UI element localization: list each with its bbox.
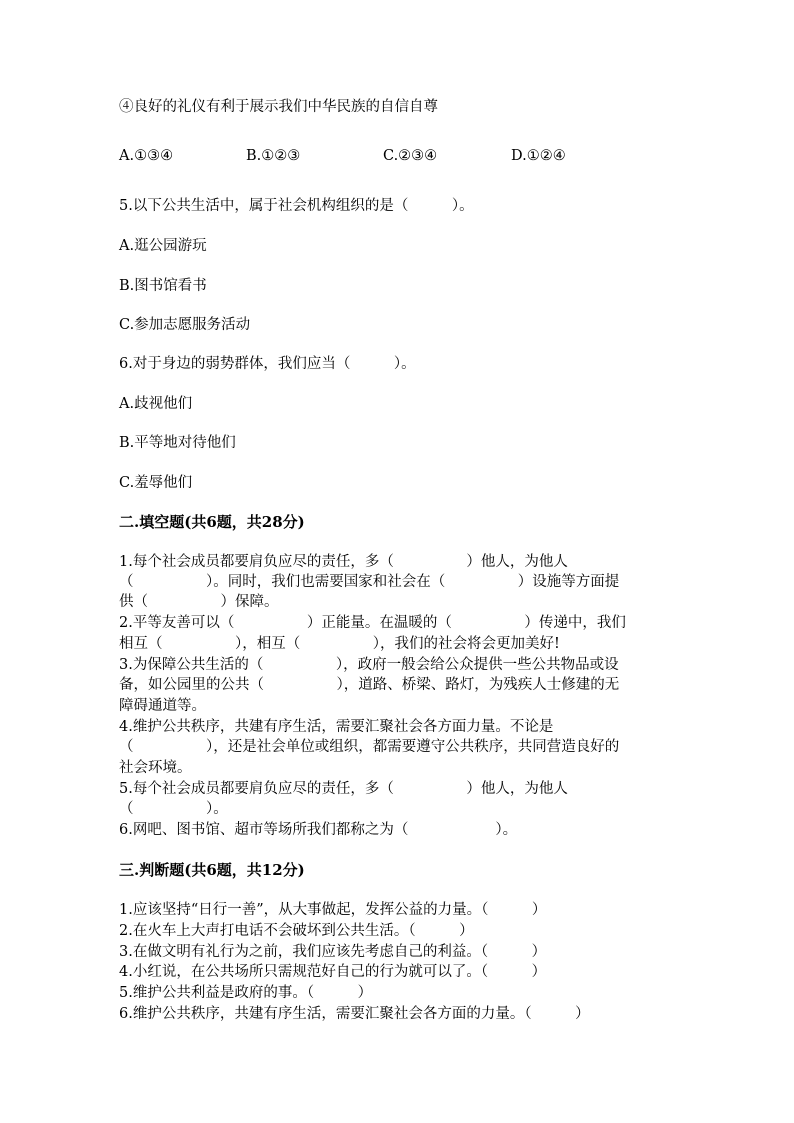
q5-option-b: B.图书馆看书 [119, 278, 207, 294]
q4-item-4: ④良好的礼仪有利于展示我们中华民族的自信自尊 [119, 99, 438, 115]
judge-line: 4.小红说，在公共场所只需规范好自己的行为就可以了。（ ） [119, 964, 547, 980]
judge-line: 3.在做文明有礼行为之前，我们应该先考虑自己的利益。（ ） [119, 944, 547, 960]
fill-line: 6.网吧、图书馆、超市等场所我们都称之为（ ）。 [119, 822, 518, 838]
fill-line: 4.维护公共秩序，共建有序生活，需要汇聚社会各方面力量。不论是 [119, 719, 554, 735]
fill-line: 3.为保障公共生活的（ ），政府一般会给公众提供一些公共物品或设 [119, 657, 619, 673]
q6-option-b: B.平等地对待他们 [119, 435, 236, 451]
q5-option-c: C.参加志愿服务活动 [119, 317, 251, 333]
q5-stem: 5.以下公共生活中，属于社会机构组织的是（ ）。 [119, 198, 474, 214]
section-2-title: 二.填空题(共6题，共28分) [119, 513, 305, 531]
q4-option-a: A.①③④ [119, 148, 174, 164]
fill-line: 障碍通道等。 [119, 698, 206, 714]
q5-option-a: A.逛公园游玩 [119, 238, 207, 254]
fill-line: 5.每个社会成员都要肩负应尽的责任，多（ ）他人，为他人 [119, 781, 568, 797]
judge-line: 6.维护公共秩序，共建有序生活，需要汇聚社会各方面的力量。（ ） [119, 1006, 590, 1022]
fill-line: （ ），还是社会单位或组织，都需要遵守公共秩序，共同营造良好的 [119, 739, 620, 755]
fill-line: 2.平等友善可以（ ）正能量。在温暖的（ ）传递中，我们 [119, 615, 626, 631]
judge-line: 1.应该坚持“日行一善”，从大事做起，发挥公益的力量。（ ） [119, 902, 547, 918]
judge-line: 5.维护公共利益是政府的事。（ ） [119, 985, 373, 1001]
fill-line: 备，如公园里的公共（ ），道路、桥梁、路灯，为残疾人士修建的无 [119, 677, 620, 693]
fill-line: 相互（ ），相互（ ），我们的社会将会更加美好! [119, 636, 560, 652]
fill-line: 社会环境。 [119, 760, 192, 776]
q4-option-c: C.②③④ [383, 148, 438, 164]
q6-option-c: C.羞辱他们 [119, 475, 193, 491]
fill-line: （ ）。同时，我们也需要国家和社会在（ ）设施等方面提 [119, 574, 620, 590]
q6-option-a: A.歧视他们 [119, 396, 193, 412]
fill-line: （ ）。 [119, 801, 228, 817]
section-3-title: 三.判断题(共6题，共12分) [119, 861, 305, 879]
judge-line: 2.在火车上大声打电话不会破坏到公共生活。（ ） [119, 923, 474, 939]
fill-line: 供（ ）保障。 [119, 594, 279, 610]
q4-option-d: D.①②④ [511, 148, 566, 164]
q4-option-b: B.①②③ [246, 148, 301, 164]
fill-line: 1.每个社会成员都要肩负应尽的责任，多（ ）他人，为他人 [119, 554, 568, 570]
q6-stem: 6.对于身边的弱势群体，我们应当（ ）。 [119, 356, 416, 372]
